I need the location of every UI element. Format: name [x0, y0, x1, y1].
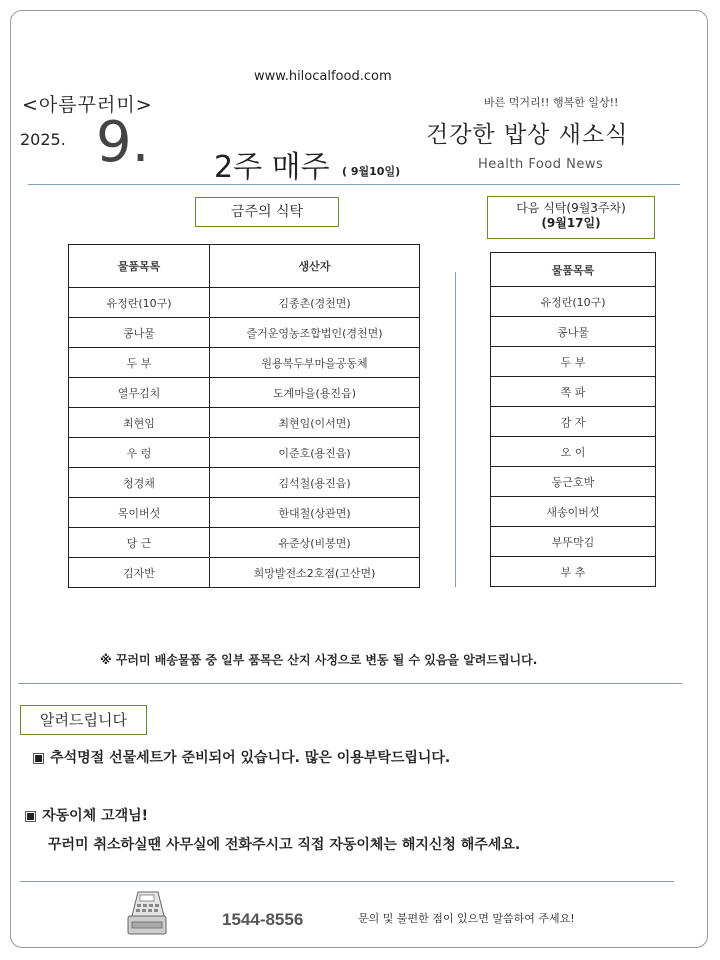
- website-url[interactable]: www.hilocalfood.com: [254, 69, 392, 84]
- producer-cell: 희망발전소2호점(고산면): [210, 558, 420, 588]
- next-week-label-box: [487, 196, 655, 239]
- slogan: 바른 먹거리!! 행복한 일상!!: [484, 96, 619, 109]
- item-cell: 콩나물: [69, 318, 210, 348]
- notice-divider: [18, 683, 682, 684]
- table-row: [491, 527, 656, 557]
- producer-cell: 김종촌(경천면): [210, 288, 420, 318]
- table-row: [491, 497, 656, 527]
- producer-cell: 김석철(용진읍): [210, 468, 420, 498]
- producer-cell: 원용복두부마을공동체: [210, 348, 420, 378]
- issue-month: 9.: [96, 110, 150, 175]
- producer-cell: 도계마을(용진읍): [210, 378, 420, 408]
- producer-cell: 최현임(이서면): [210, 408, 420, 438]
- table-row: [69, 288, 420, 318]
- item-cell: 열무김치: [69, 378, 210, 408]
- table-row: [491, 557, 656, 587]
- header-divider: [28, 184, 680, 185]
- notice-label: 알려드립니다: [20, 705, 147, 735]
- item-cell: 쪽 파: [491, 377, 656, 407]
- producer-cell: 이준호(용진읍): [210, 438, 420, 468]
- substitution-note: ※ 꾸러미 배송물품 중 일부 품목은 산지 사정으로 변동 될 수 있음을 알려드립니다.: [100, 653, 538, 667]
- item-cell: 부뚜막김: [491, 527, 656, 557]
- item-cell: 부 추: [491, 557, 656, 587]
- table-row: [491, 467, 656, 497]
- table-row: [491, 407, 656, 437]
- table-row: [69, 438, 420, 468]
- item-cell: 오 이: [491, 437, 656, 467]
- item-cell: 감 자: [491, 407, 656, 437]
- item-cell: 두 부: [69, 348, 210, 378]
- column-header: 물품목록: [491, 253, 656, 287]
- table-row: [69, 498, 420, 528]
- producer-cell: 즐거운영농조합법인(경천면): [210, 318, 420, 348]
- issue-date: ( 9월10일): [342, 165, 401, 178]
- item-cell: 유정란(10구): [491, 287, 656, 317]
- table-row: [491, 287, 656, 317]
- this-week-table: [68, 244, 420, 588]
- issue-year: 2025.: [20, 130, 66, 149]
- next-week-date: (9월17일): [541, 216, 601, 230]
- column-header: 물품목록: [69, 245, 210, 288]
- table-row: [69, 408, 420, 438]
- next-week-table: [490, 252, 656, 587]
- table-row: [491, 377, 656, 407]
- notice-line: ▣ 추석명절 선물세트가 준비되어 있습니다. 많은 이용부탁드립니다.: [32, 750, 451, 766]
- cash-register-icon: [124, 886, 170, 938]
- table-row: [69, 378, 420, 408]
- item-cell: 우 렁: [69, 438, 210, 468]
- table-row: [69, 468, 420, 498]
- item-cell: 최현임: [69, 408, 210, 438]
- next-week-label: 다음 식탁(9월3주차): [516, 201, 626, 215]
- inquiry-text: 문의 및 불편한 점이 있으면 말씀하여 주세요!: [358, 912, 575, 925]
- phone-number[interactable]: 1544-8556: [222, 910, 304, 929]
- newsletter-title: 건강한 밥상 새소식: [426, 122, 629, 148]
- item-cell: 새송이버섯: [491, 497, 656, 527]
- item-cell: 목이버섯: [69, 498, 210, 528]
- item-cell: 둥근호박: [491, 467, 656, 497]
- table-row: [491, 347, 656, 377]
- table-row: [69, 318, 420, 348]
- item-cell: 콩나물: [491, 317, 656, 347]
- item-cell: 당 근: [69, 528, 210, 558]
- column-header: 생산자: [210, 245, 420, 288]
- producer-cell: 유준상(비봉면): [210, 528, 420, 558]
- table-row: [69, 348, 420, 378]
- table-row: [491, 437, 656, 467]
- newsletter-subtitle: Health Food News: [478, 157, 604, 172]
- this-week-label: 금주의 식탁: [195, 197, 339, 227]
- item-cell: 김자반: [69, 558, 210, 588]
- issue-week: 2주 매주: [214, 150, 330, 185]
- notice-line: ▣ 자동이체 고객님!: [24, 808, 149, 824]
- table-header-row: [491, 253, 656, 287]
- table-row: [491, 317, 656, 347]
- item-cell: 유정란(10구): [69, 288, 210, 318]
- column-divider: [455, 272, 456, 587]
- footer-divider: [20, 881, 674, 882]
- table-row: [69, 528, 420, 558]
- item-cell: 청경채: [69, 468, 210, 498]
- table-row: [69, 558, 420, 588]
- notice-line: 꾸러미 취소하실땐 사무실에 전화주시고 직접 자동이체는 해지신청 해주세요.: [48, 837, 521, 853]
- producer-cell: 한대철(상관면): [210, 498, 420, 528]
- table-header-row: [69, 245, 420, 288]
- item-cell: 두 부: [491, 347, 656, 377]
- brand-name: <아름꾸러미>: [22, 94, 153, 116]
